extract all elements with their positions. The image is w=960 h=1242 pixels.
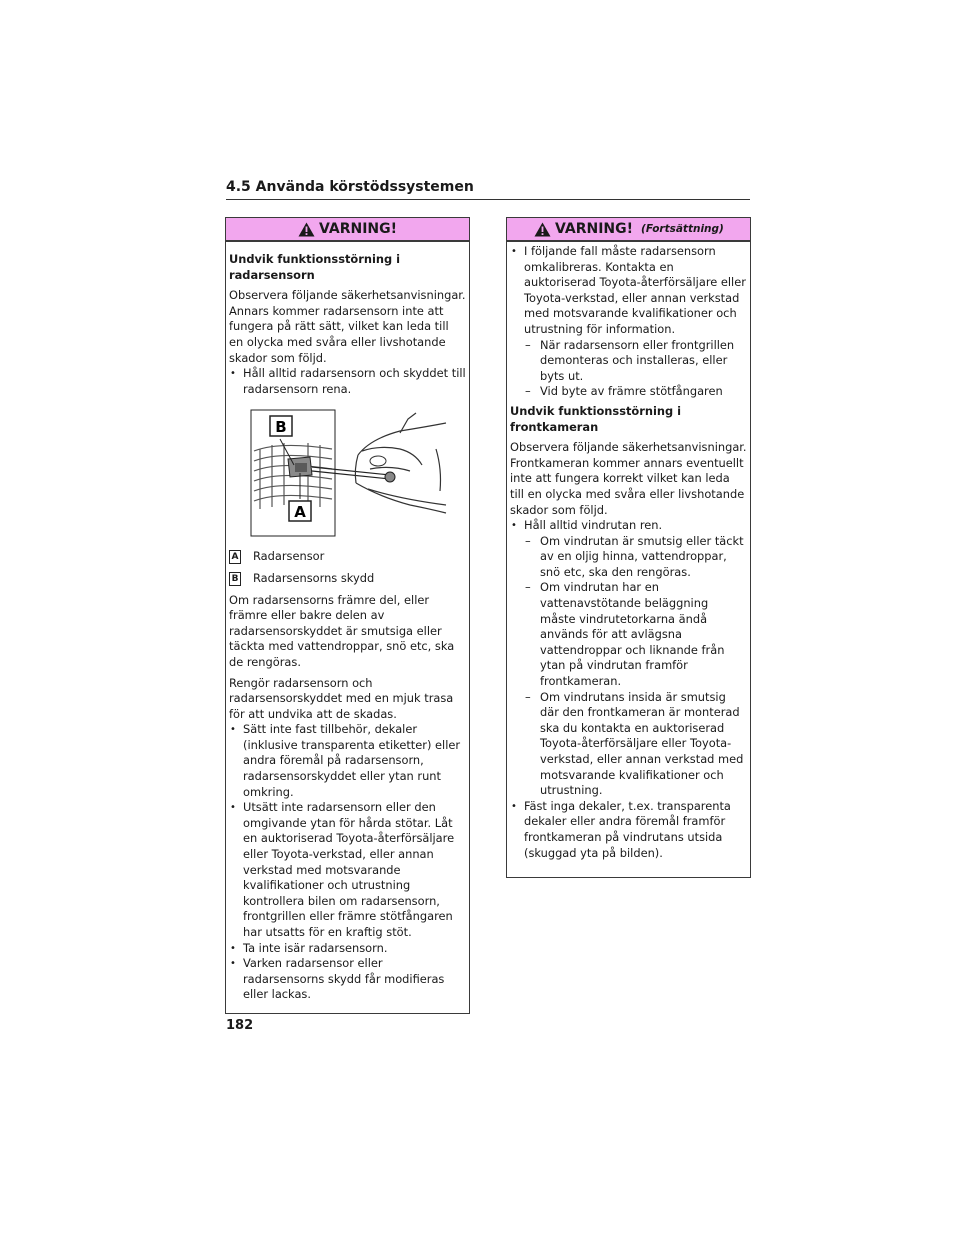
legend-key-a: A xyxy=(229,550,241,564)
warning-header xyxy=(226,218,469,242)
warning-box-right xyxy=(506,217,751,878)
bullet-no-impact: • Utsätt inte radarsensorn eller den omgivande ytan för hårda stötar. Låt en auktoriserad Toyota-återförsäljare eller Toyota-verkstad, eller annan verkstad med motsvarande kvalifikationer och utrustning kontrollera bilen om radarsensorn, frontgrillen eller främre stötfångaren har utsatts för en kraftig stöt. xyxy=(229,800,466,940)
bullet-no-decals: • Fäst inga dekaler, t.ex. transparenta dekaler eller andra föremål framför frontkameran på vindrutans utsida (skuggad yta på bilden). xyxy=(510,799,747,861)
figure-label-b: B xyxy=(275,418,287,437)
radar-figure xyxy=(250,409,450,537)
legend-key-b: B xyxy=(229,572,241,586)
legend-text-a: Radarsensor xyxy=(253,549,325,564)
dash-windshield-dirty: – Om vindrutan är smutsig eller täckt av en oljig hinna, vattendroppar, snö etc, ska den rengöras. xyxy=(510,534,747,581)
para-clean: Rengör radarsensorn och radarsensorskyddet med en mjuk trasa för att undvika att de skadas. xyxy=(229,675,454,721)
dash-inside-dirty: – Om vindrutans insida är smutsig där den frontkameran är monterad ska du kontakta en auktoriserad Toyota-återförsäljare eller Toyota-verkstad, eller annan verkstad med motsvarande kvalifikationer och utrustning. xyxy=(510,690,747,799)
bullet-windshield-clean: • Håll alltid vindrutan ren. xyxy=(510,518,747,534)
page-number: 182 xyxy=(226,1018,254,1033)
camera-heading: Undvik funktionsstörning i frontkameran xyxy=(510,403,682,434)
radar-heading: Undvik funktionsstörning i radarsensorn xyxy=(229,252,401,282)
bullet-no-modification: • Varken radarsensor eller radarsensorns skydd får modifieras eller lackas. xyxy=(229,956,466,1003)
warning-title: VARNING! xyxy=(318,221,398,237)
warning-box-left xyxy=(225,217,470,1014)
legend-row-a xyxy=(229,549,466,565)
bullet-no-accessories: • Sätt inte fast tillbehör, dekaler (inklusive transparenta etiketter) eller andra föremål på radarsensorn, radarsensorskyddet eller ytan runt omkring. xyxy=(229,722,466,800)
dash-bumper-replaced: – Vid byte av främre stötfångaren xyxy=(510,384,747,400)
bullet-recalibration: • I följande fall måste radarsensorn omkalibreras. Kontakta en auktoriserad Toyota-återförsäljare eller Toyota-verkstad, eller annan verkstad med motsvarande kvalifikationer och utrustning för information. xyxy=(510,244,747,338)
continued-label: (Fortsättning) xyxy=(641,223,724,235)
radar-illustration xyxy=(250,409,450,537)
dash-water-repellent: – Om vindrutan har en vattenavstötande beläggning måste vindrutetorkarna ändå används för att avlägsna vattendroppar och liknande från ytan på vindrutan framför frontkameran. xyxy=(510,580,747,689)
dash-grille-removed: – När radarsensorn eller frontgrillen demonteras och installeras, eller byts ut. xyxy=(510,338,747,385)
legend-text-b: Radarsensorns skydd xyxy=(253,570,375,585)
camera-intro: Observera följande säkerhetsanvisningar. Frontkameran kommer annars eventuellt inte att fungera korrekt vilket kan leda till en olycka med svåra eller livshotande skador som följd. xyxy=(510,440,747,517)
bullet-clean: • Håll alltid radarsensorn och skyddet till radarsensorn rena. xyxy=(229,366,466,397)
warning-triangle-icon xyxy=(298,222,315,237)
figure-label-a: A xyxy=(294,503,306,522)
para-dirty: Om radarsensorns främre del, eller främre eller bakre delen av radarsensorskyddet är smutsiga eller täckta med vattendroppar, snö etc, ska de rengöras. xyxy=(229,592,455,669)
warning-title: VARNING! xyxy=(555,221,634,237)
section-header: 4.5 Använda körstödssystemen xyxy=(226,178,750,200)
legend-row-b xyxy=(229,571,466,587)
radar-intro: Observera följande säkerhetsanvisningar. Annars kommer radarsensorn inte att fungera på rätt sätt, vilket kan leda till en olycka med svåra eller livshotande skador som följd. xyxy=(229,288,466,365)
bullet-no-disassembly: • Ta inte isär radarsensorn. xyxy=(229,941,466,957)
warning-triangle-icon xyxy=(534,222,551,237)
warning-header-continued xyxy=(507,218,750,242)
